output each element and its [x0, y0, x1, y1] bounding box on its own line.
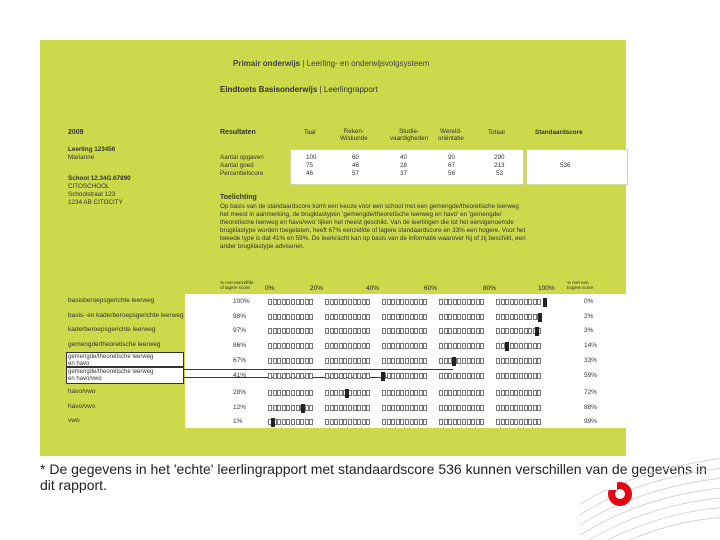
- scale-segment: [439, 358, 485, 365]
- cito-logo: [580, 452, 720, 540]
- school-city: 1234 AB CITOCITY: [68, 199, 123, 206]
- scale-segment: [325, 314, 371, 321]
- row-higher-pct: 2%: [584, 313, 594, 320]
- row-scale-bar: [268, 343, 551, 350]
- row-lower-pct: 41%: [233, 372, 247, 379]
- scale-segment: [382, 314, 428, 321]
- scale-tick: 100%: [538, 285, 555, 292]
- cell: 75: [306, 162, 314, 169]
- row-higher-pct: 0%: [584, 298, 594, 305]
- report-year: 2009: [68, 129, 84, 136]
- scale-segment: [439, 405, 485, 412]
- row-lower-pct: 12%: [233, 404, 247, 411]
- row-higher-pct: 3%: [584, 327, 594, 334]
- report-header-line1: Primair onderwijs | Leerling- en onderwijsvolgsysteem: [233, 59, 430, 68]
- explanation-line: Op basis van de standaardscore komt een keuze voor een school met een gemengde/theoretische leerweg: [220, 203, 519, 210]
- scale-segment: [496, 314, 542, 321]
- scale-segment: [268, 405, 314, 412]
- cell: 56: [448, 170, 456, 177]
- row-label-goed: Aantal goed: [220, 162, 254, 169]
- scale-segment: [496, 373, 542, 380]
- scale-segment: [382, 419, 428, 426]
- position-marker: [271, 418, 275, 427]
- scale-segment: [439, 343, 485, 350]
- row-higher-pct: 88%: [584, 404, 598, 411]
- scale-segment: [382, 358, 428, 365]
- explanation-line: theoretische leerweg en havo/vwo' lijken het meest geschikt. Van de leerlingen die tot het eerstgenoemde: [220, 219, 514, 226]
- scale-segment: [268, 358, 314, 365]
- school-number: School 12.34G.67890: [68, 175, 131, 182]
- cell: 57: [352, 170, 360, 177]
- results-title: Resultaten: [220, 129, 256, 136]
- report-header-line2: Eindtoets Basisonderwijs | Leerlingrapport: [220, 85, 378, 94]
- explanation-line: brugklastype worden toegelaten, heeft 67% eenzelfde of lagere standaardscore en 33% een hogere. Voor het: [220, 227, 526, 234]
- scale-right-header: % met een hogere score: [567, 280, 594, 290]
- row-scale-bar: [268, 390, 551, 397]
- row-scale-bar: [268, 328, 551, 335]
- row-scale-bar: [268, 314, 551, 321]
- scale-segment: [382, 405, 428, 412]
- cell: 28: [400, 162, 408, 169]
- cell: 100: [306, 154, 317, 161]
- row-scale-bar: [268, 419, 551, 426]
- position-marker: [345, 389, 349, 398]
- row-label: gemengde/theoretische leerweg en havo: [68, 354, 154, 367]
- scale-segment: [439, 390, 485, 397]
- row-higher-pct: 33%: [584, 357, 598, 364]
- col-wereld: Wereld- oriëntatie: [438, 128, 464, 142]
- row-lower-pct: 67%: [233, 357, 247, 364]
- col-studie: Studie- vaardigheden: [390, 128, 429, 142]
- scale-segment: [325, 373, 371, 380]
- scale-segment: [325, 299, 371, 306]
- scale-segment: [382, 390, 428, 397]
- row-label: havo/vwo: [68, 403, 96, 410]
- row-lower-pct: 28%: [233, 389, 247, 396]
- row-label: basisberoepsgerichte leerweg: [68, 297, 155, 304]
- scale-segment: [496, 358, 542, 365]
- position-marker: [452, 357, 456, 366]
- cell: 46: [306, 170, 314, 177]
- row-label: gemengde/theoretische leerweg: [68, 341, 161, 348]
- scale-left-header: % met eenzelfde of lagere score: [220, 280, 254, 290]
- scale-segment: [325, 405, 371, 412]
- scale-tick: 40%: [366, 285, 380, 292]
- cell: 53: [496, 170, 504, 177]
- scale-segment: [496, 405, 542, 412]
- cell: 40: [400, 154, 408, 161]
- scale-segment: [439, 328, 485, 335]
- position-marker: [535, 327, 539, 336]
- row-scale-bar: [268, 299, 551, 306]
- row-label-opgaven: Aantal opgaven: [220, 154, 264, 161]
- cell: 290: [494, 154, 505, 161]
- row-label: havo/vwo: [68, 388, 96, 395]
- scale-segment: [325, 358, 371, 365]
- row-higher-pct: 72%: [584, 389, 598, 396]
- col-rekenen: Reken- Wiskunde: [340, 128, 368, 142]
- footnote: * De gegevens in het 'echte' leerlingrapport met standaardscore 536 kunnen verschillen van de gegevens in dit rapport.: [40, 461, 707, 493]
- scale-segment: [439, 419, 485, 426]
- col-standaardscore: Standaardscore: [535, 129, 583, 136]
- scale-segment: [325, 419, 371, 426]
- explanation-line: het meest in aanmerking, de brugklastypen 'gemengde/theoretische leerweg en havo' en 'gemengde/: [220, 211, 502, 218]
- scale-segment: [268, 343, 314, 350]
- row-higher-pct: 14%: [584, 342, 598, 349]
- col-taal: Taal: [304, 129, 316, 136]
- scale-segment: [382, 373, 428, 380]
- row-lower-pct: 100%: [233, 298, 250, 305]
- standard-score-box: [526, 149, 628, 185]
- row-higher-pct: 59%: [584, 372, 598, 379]
- row-label: kaderberoepsgerichte leerweg: [68, 326, 156, 333]
- student-number: Leerling 123456: [68, 146, 116, 153]
- position-marker: [538, 313, 542, 322]
- scale-tick: 0%: [265, 285, 275, 292]
- explanation-title: Toelichting: [220, 194, 257, 201]
- scale-segment: [382, 343, 428, 350]
- row-higher-pct: 99%: [584, 418, 598, 425]
- standard-score-value: 536: [560, 162, 571, 169]
- scale-segment: [382, 328, 428, 335]
- cell: 37: [400, 170, 408, 177]
- row-lower-pct: 1%: [233, 418, 243, 425]
- scale-tick: 60%: [424, 285, 438, 292]
- scale-segment: [325, 343, 371, 350]
- scale-segment: [439, 314, 485, 321]
- school-street: Schoolstraat 123: [68, 191, 116, 198]
- explanation-line: tweede type is dat 41% en 59%. De leerkracht kan op basis van de informatie waarover hij of zij beschikt, een: [220, 235, 526, 242]
- scale-segment: [496, 299, 542, 306]
- row-scale-bar: [268, 358, 551, 365]
- cell: 60: [352, 154, 360, 161]
- position-marker: [505, 342, 509, 351]
- row-label: gemengde/theoretische leerweg en havo/vwo: [68, 369, 154, 382]
- scale-segment: [268, 373, 314, 380]
- cell: 46: [352, 162, 360, 169]
- scale-segment: [496, 343, 542, 350]
- scale-segment: [325, 328, 371, 335]
- row-label: basis- en kaderberoepsgerichte leerweg: [68, 312, 184, 319]
- scale-segment: [268, 314, 314, 321]
- row-label-percentiel: Percentielscore: [220, 170, 264, 177]
- scale-tick: 80%: [483, 285, 497, 292]
- scale-segment: [382, 299, 428, 306]
- cell: 213: [494, 162, 505, 169]
- cell: 67: [448, 162, 456, 169]
- scale-segment: [268, 328, 314, 335]
- explanation-line: ander brugklastype adviseren.: [220, 243, 305, 250]
- row-scale-bar: [268, 405, 551, 412]
- position-marker: [543, 298, 547, 307]
- scale-segment: [268, 390, 314, 397]
- scale-segment: [496, 419, 542, 426]
- scale-tick: 20%: [310, 285, 324, 292]
- cell: 90: [448, 154, 456, 161]
- advice-arrow-1: [183, 369, 453, 370]
- col-totaal: Totaal: [488, 129, 505, 136]
- row-lower-pct: 86%: [233, 342, 247, 349]
- scale-segment: [496, 390, 542, 397]
- school-name: CITOSCHOOL: [68, 183, 110, 190]
- row-lower-pct: 98%: [233, 313, 247, 320]
- row-lower-pct: 97%: [233, 327, 247, 334]
- row-label: vwo: [68, 417, 80, 424]
- position-marker: [381, 372, 385, 381]
- student-name: Marianne: [68, 154, 95, 161]
- scale-segment: [268, 299, 314, 306]
- scale-segment: [439, 373, 485, 380]
- position-marker: [301, 404, 305, 413]
- row-scale-bar: [268, 373, 551, 380]
- scale-segment: [439, 299, 485, 306]
